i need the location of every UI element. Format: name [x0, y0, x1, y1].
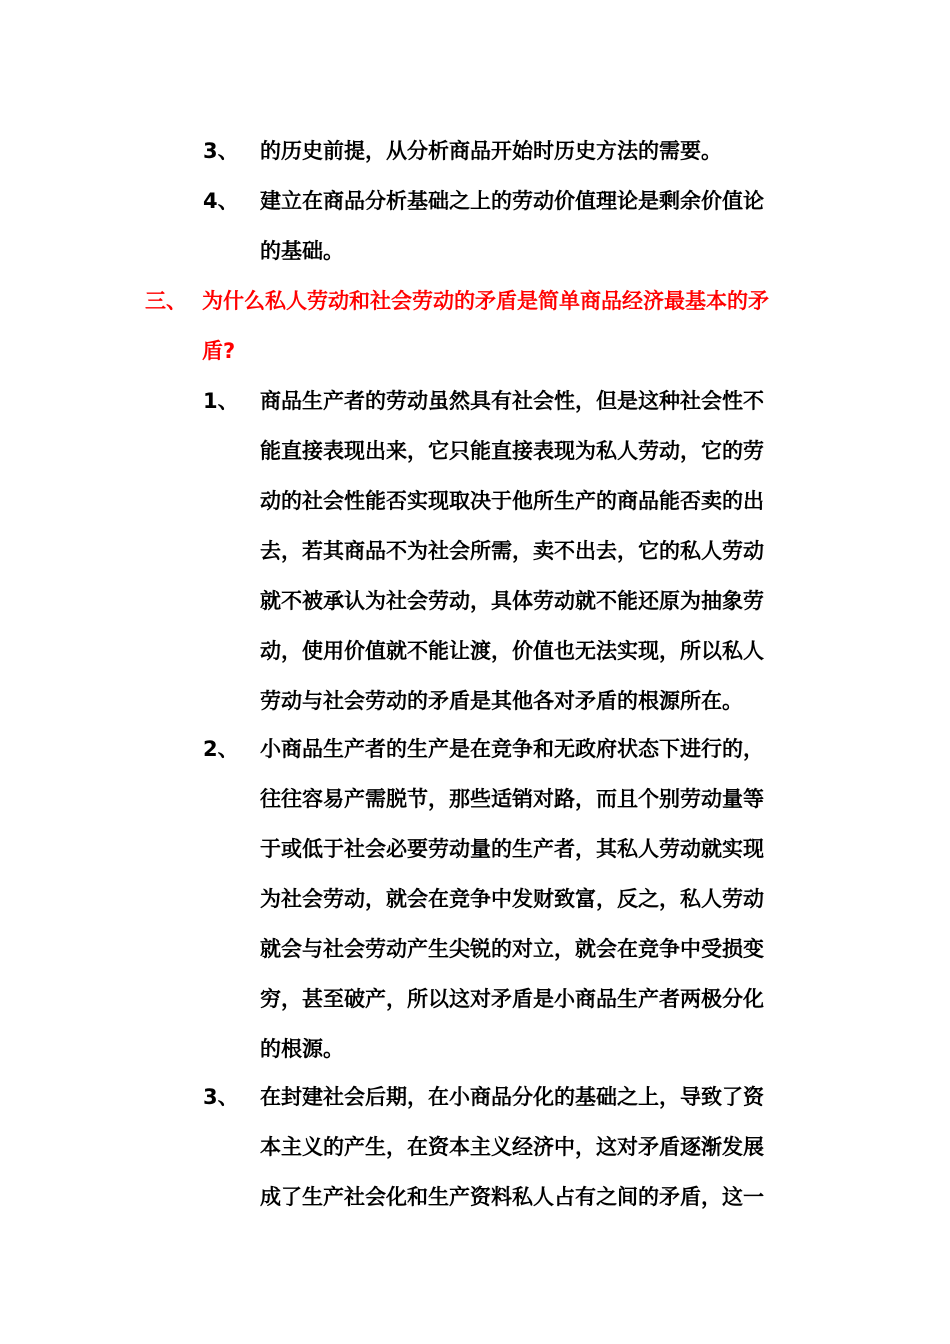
- heading-number: 三、: [145, 289, 187, 313]
- text-line: 的基础。: [260, 239, 344, 263]
- text-line: 能直接表现出来，它只能直接表现为私人劳动，它的劳: [260, 439, 764, 463]
- item-text: [260, 126, 810, 176]
- item-number: 4、: [203, 189, 239, 213]
- item-number: 3、: [203, 1085, 239, 1109]
- item-text: [260, 724, 810, 1074]
- text-line: 建立在商品分析基础之上的劳动价值理论是剩余价值论: [260, 189, 764, 213]
- text-line: 动，使用价值就不能让渡，价值也无法实现，所以私人: [260, 639, 764, 663]
- heading-line: 盾?: [202, 339, 236, 363]
- text-line: 的根源。: [260, 1037, 344, 1061]
- text-line: 往往容易产需脱节，那些适销对路，而且个别劳动量等: [260, 787, 764, 811]
- text-line: 成了生产社会化和生产资料私人占有之间的矛盾，这一: [260, 1185, 764, 1209]
- text-line: 去，若其商品不为社会所需，卖不出去，它的私人劳动: [260, 539, 764, 563]
- text-line: 劳动与社会劳动的矛盾是其他各对矛盾的根源所在。: [260, 689, 743, 713]
- text-line: 于或低于社会必要劳动量的生产者，其私人劳动就实现: [260, 837, 764, 861]
- text-line: 小商品生产者的生产是在竞争和无政府状态下进行的，: [260, 737, 764, 761]
- text-line: 为社会劳动，就会在竞争中发财致富，反之，私人劳动: [260, 887, 764, 911]
- text-line: 本主义的产生，在资本主义经济中，这对矛盾逐渐发展: [260, 1135, 764, 1159]
- item-text: [260, 1072, 810, 1222]
- text-line: 动的社会性能否实现取决于他所生产的商品能否卖的出: [260, 489, 764, 513]
- text-line: 穷，甚至破产，所以这对矛盾是小商品生产者两极分化: [260, 987, 764, 1011]
- item-number: 3、: [203, 139, 239, 163]
- item-text: [260, 376, 810, 726]
- heading-text: [202, 276, 812, 376]
- text-line: 就不被承认为社会劳动，具体劳动就不能还原为抽象劳: [260, 589, 764, 613]
- text-line: 在封建社会后期，在小商品分化的基础之上，导致了资: [260, 1085, 764, 1109]
- text-line: 的历史前提，从分析商品开始时历史方法的需要。: [260, 139, 722, 163]
- heading-line: 为什么私人劳动和社会劳动的矛盾是简单商品经济最基本的矛: [202, 289, 769, 313]
- text-line: 商品生产者的劳动虽然具有社会性，但是这种社会性不: [260, 389, 764, 413]
- text-line: 就会与社会劳动产生尖锐的对立，就会在竞争中受损变: [260, 937, 764, 961]
- item-number: 1、: [203, 389, 239, 413]
- item-text: [260, 176, 810, 276]
- item-number: 2、: [203, 737, 239, 761]
